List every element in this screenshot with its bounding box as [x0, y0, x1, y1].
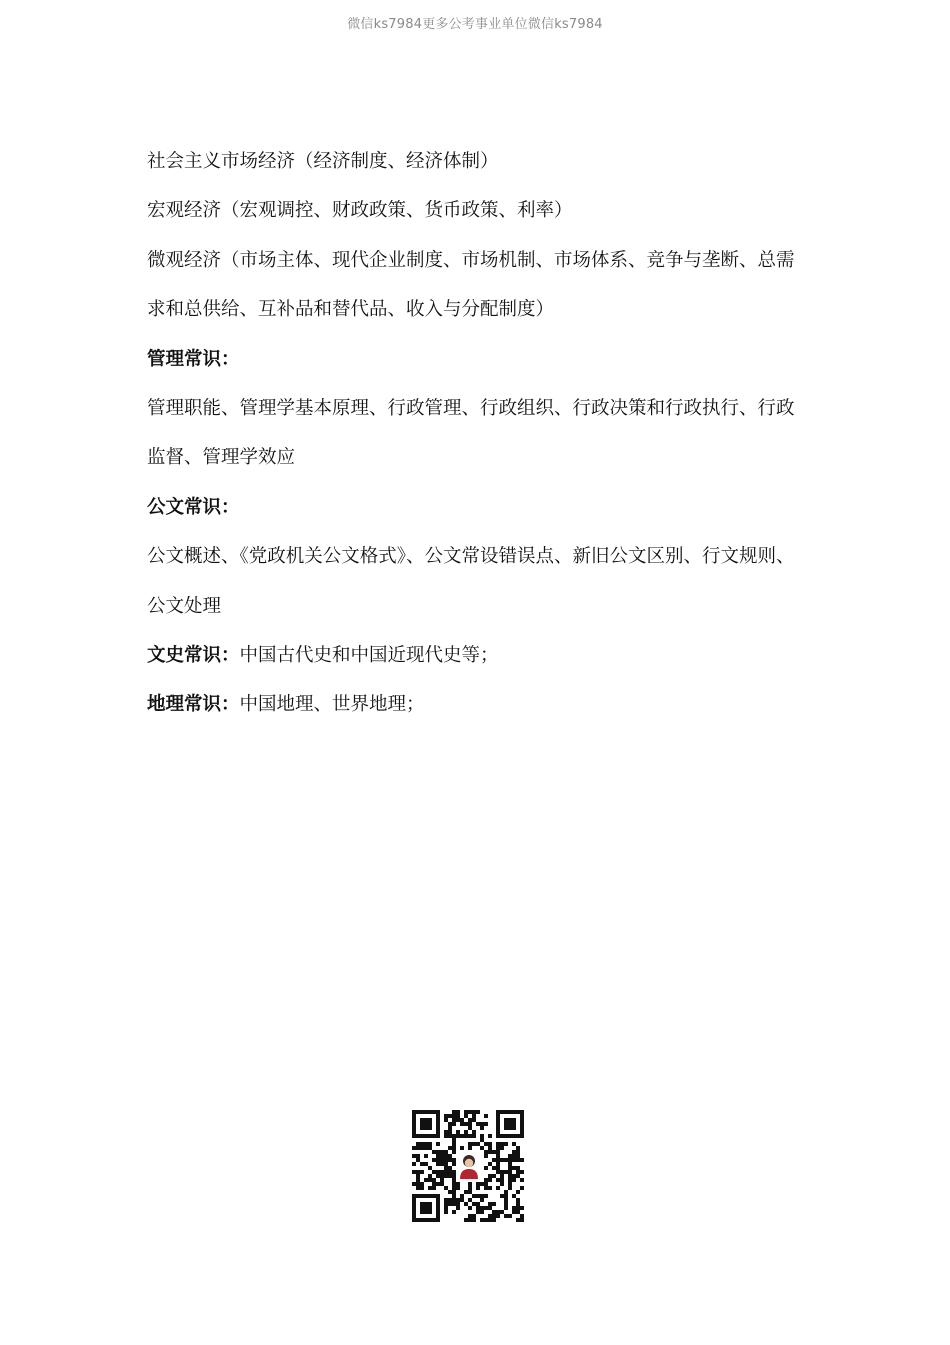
macro-economy-line: 宏观经济（宏观调控、财政政策、货币政策、利率）	[147, 200, 573, 222]
qr-code-icon	[412, 1110, 524, 1222]
document-heading: 公文常识：	[147, 496, 240, 518]
management-heading: 管理常识：	[147, 348, 240, 370]
qr-code-graphic	[412, 1110, 524, 1222]
management-paragraph: 管理职能、管理学基本原理、行政管理、行政组织、行政决策和行政执行、行政监督、管理学效应	[147, 398, 795, 469]
geography-text: 中国地理、世界地理；	[239, 694, 425, 716]
socialist-market-economy-line: 社会主义市场经济（经济制度、经济体制）	[147, 151, 499, 172]
micro-economy-paragraph: 微观经济（市场主体、现代企业制度、市场机制、市场体系、竞争与垄断、总需求和总供给、互补品和替代品、收入与分配制度）	[147, 249, 795, 321]
document-paragraph: 公文概述、《党政机关公文格式》、公文常设错误点、新旧公文区别、行文规则、公文处理	[147, 546, 795, 617]
history-text: 中国古代史和中国近现代史等；	[239, 645, 499, 667]
document-body	[147, 137, 812, 730]
history-line	[147, 631, 812, 680]
geography-label: 地理常识：	[147, 694, 240, 716]
geography-line	[147, 680, 812, 729]
header-watermark: 微信ks7984更多公考事业单位微信ks7984	[347, 17, 603, 32]
history-label: 文史常识：	[147, 645, 240, 667]
